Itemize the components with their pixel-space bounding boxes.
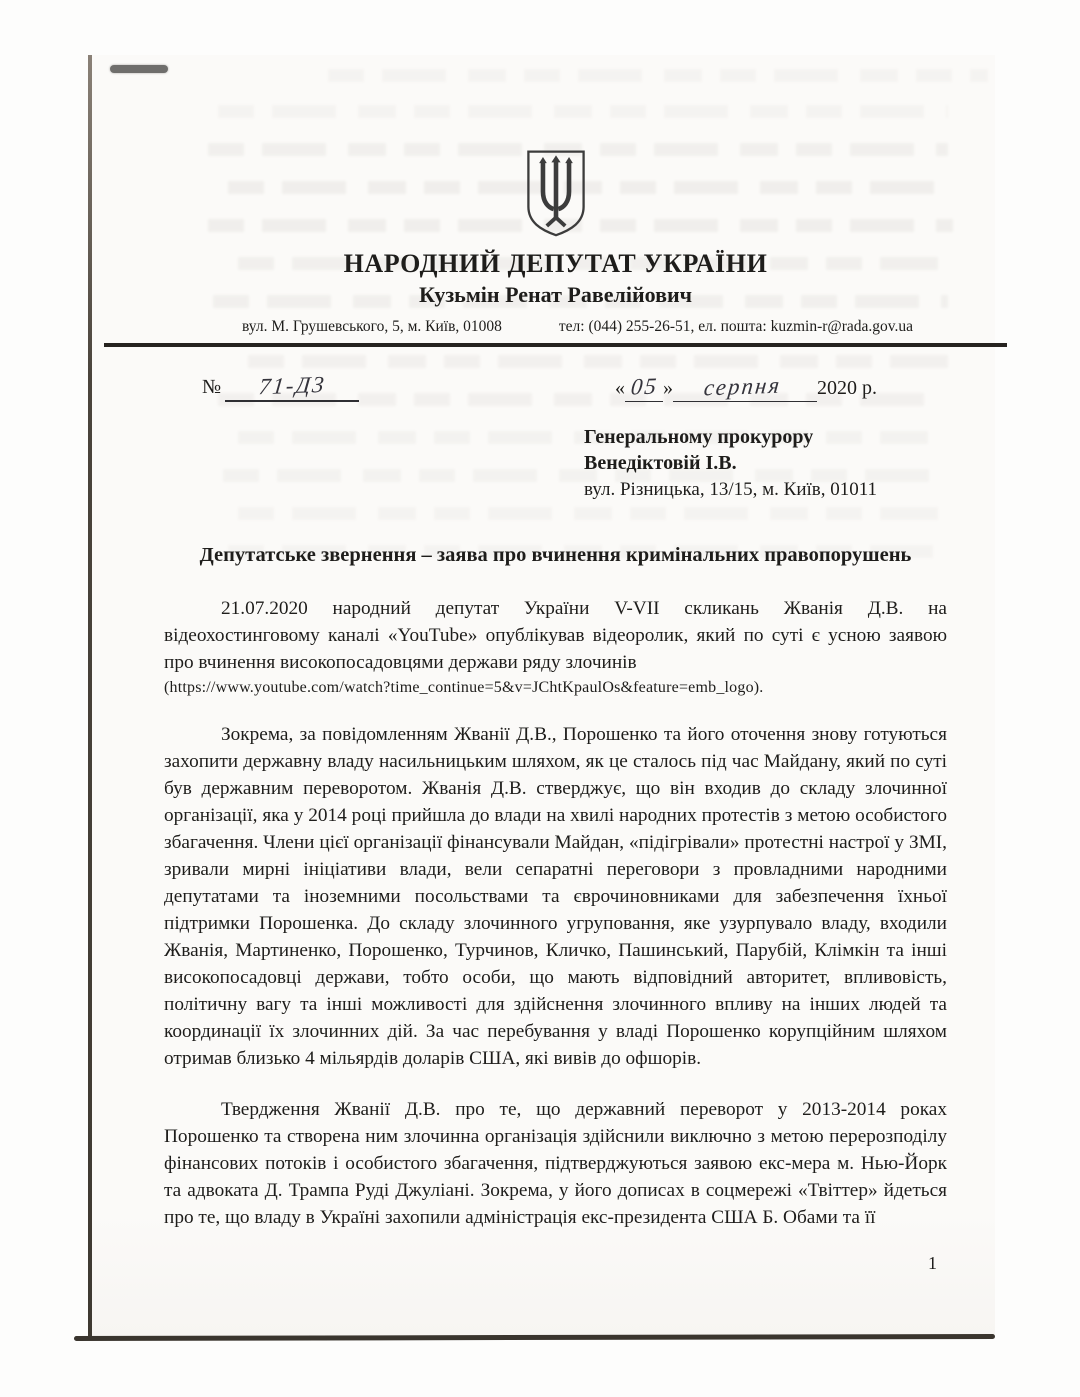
date-year: 2020 р. bbox=[817, 377, 877, 399]
date-month-handwritten: серпня bbox=[703, 372, 783, 401]
addressee-title: Генеральному прокурору bbox=[584, 426, 814, 448]
body-paragraph-1-url: (https://www.youtube.com/watch?time_continue=5&v=JChtKpaulOs&feature=emb_logo). bbox=[164, 678, 764, 696]
page-left-edge-shadow bbox=[88, 55, 92, 1339]
body-paragraph-2: Зокрема, за повідомленням Жванії Д.В., Порошенко та його оточення знову готуються захопити державну владу насильницьким шляхом, як це сталось під час Майдану, який по суті був державним переворотом. Жванія Д.В. стверджує, що він входив до складу злочинної організації, яка у 2014 році прийшла до влади на хвилі народних протестів з метою особистого збагачення. Члени цієї організації фінансували Майдан, «підігрівали» протестні настрої у ЗМІ, зривали мирні ініціативи влади, вели сепаратні переговори з провладними народними депутатами та іноземними посольствами та єврочиновниками для забезпечення їхньої підтримки Порошенка. До складу злочинного угруповання, яке узурпувало владу, входили Жванія, Мартиненко, Порошенко, Турчинов, Кличко, Пашинський, Парубій, Клімкін та інші високопосадовці держави, тобто особи, що мають відповідний авторитет, впливовість, політичну вагу та інші можливості для здійснення злочинного впливу на інших людей та координації їх злочинних дій. За час перебування у владі Порошенко корупційним шляхом отримав близько 4 мільярдів доларів США, які вивів до офшорів. bbox=[164, 723, 947, 1069]
date-day-underline bbox=[625, 374, 663, 402]
letterhead-title: НАРОДНИЙ ДЕПУТАТ УКРАЇНИ bbox=[343, 249, 768, 278]
scanned-letter-page bbox=[88, 55, 995, 1339]
reference-row bbox=[164, 373, 947, 402]
reference-date-group bbox=[615, 374, 877, 402]
date-month-underline bbox=[673, 374, 817, 402]
letterhead-phone-email: тел: (044) 255-26-51, ел. пошта: kuzmin-r@rada.gov.ua bbox=[558, 318, 913, 335]
addressee-block bbox=[584, 424, 947, 502]
body-paragraph-3: Твердження Жванії Д.В. про те, що державний переворот у 2013-2014 роках Порошенко та створена ним злочинна організація здійснили виключно з метою перерозподілу фінансових потоків і особистого збагачення, підтверджуються заявою екс-мера м. Нью-Йорк та адвоката Д. Трампа Руді Джуліані. Зокрема, у його дописах в соцмережі «Твіттер» йдеться про те, що владу в Україні захопили адміністрація екс-президента США Б. Обами та її bbox=[164, 1098, 947, 1228]
page-number: 1 bbox=[928, 1253, 937, 1273]
letterhead-divider-rule bbox=[104, 343, 1007, 347]
letter-subject: Депутатське звернення – заява про вчинення кримінальних правопорушень bbox=[199, 543, 912, 566]
letter-content bbox=[164, 55, 947, 1231]
date-close-quote: » bbox=[663, 377, 673, 399]
emblem-container bbox=[164, 147, 947, 244]
letterhead-contact-row bbox=[164, 318, 947, 336]
addressee-address: вул. Різницька, 13/15, м. Київ, 01011 bbox=[584, 478, 878, 500]
reference-number-underline bbox=[225, 373, 359, 402]
letterhead-address: вул. М. Грушевського, 5, м. Київ, 01008 bbox=[242, 318, 502, 335]
reference-number-label: № bbox=[202, 376, 222, 398]
staple-mark-artifact bbox=[110, 65, 168, 73]
reference-number-group bbox=[202, 373, 359, 402]
ukraine-trident-emblem-icon bbox=[514, 147, 598, 239]
reference-number-handwritten: 71-Д3 bbox=[257, 371, 327, 400]
letterhead-deputy-name: Кузьмін Ренат Равелійович bbox=[418, 282, 693, 307]
page-bottom-edge-shadow bbox=[74, 1334, 995, 1341]
date-day-handwritten: 05 bbox=[629, 373, 659, 400]
date-open-quote: « bbox=[615, 377, 625, 399]
addressee-name: Венедіктовій І.В. bbox=[584, 452, 737, 475]
body-paragraph-1: 21.07.2020 народний депутат України V-VII скликань Жванія Д.В. на відеохостинговому каналі «YouTube» опублікував відеоролик, який по суті є усною заявою про вчинення високопосадовцями держави ряду злочинів bbox=[164, 597, 947, 673]
